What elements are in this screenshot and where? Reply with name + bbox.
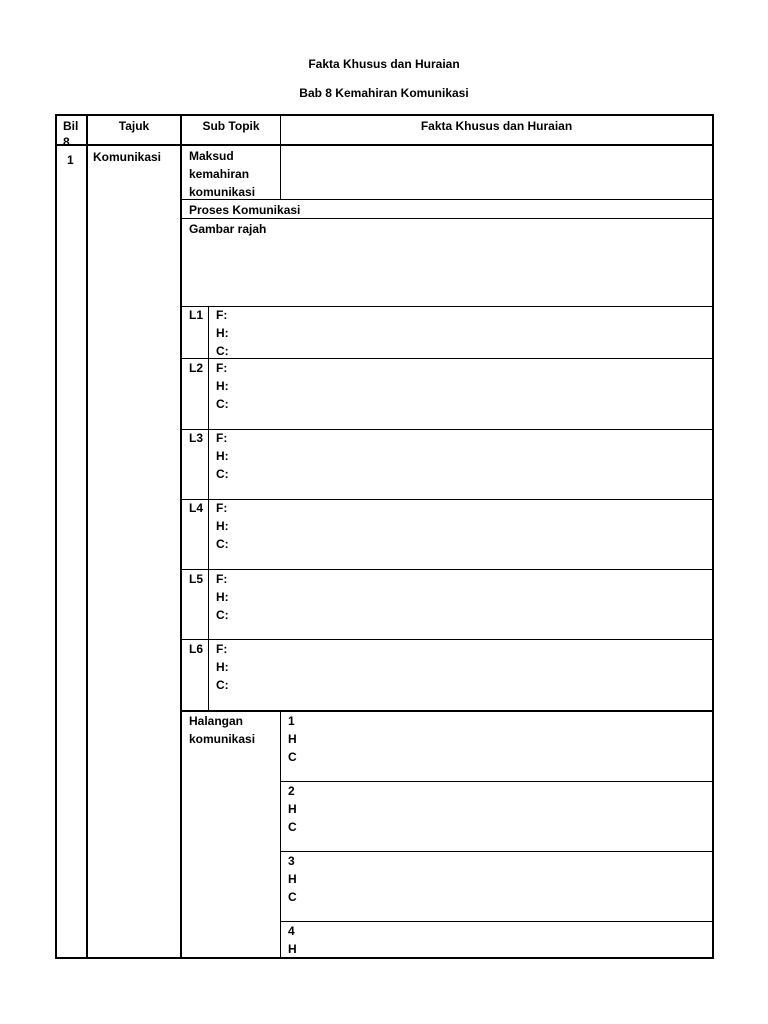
level-field-line: C: xyxy=(216,344,229,358)
header-bil: Bil xyxy=(63,119,79,133)
row-line-l4 xyxy=(181,569,713,570)
halangan-item xyxy=(288,852,297,906)
document-subtitle: Bab 8 Kemahiran Komunikasi xyxy=(299,86,469,100)
row-line-halangan-3 xyxy=(281,921,713,922)
subtopic-proses: Proses Komunikasi xyxy=(189,203,301,217)
level-field-line: C: xyxy=(216,467,229,481)
level-label: L2 xyxy=(189,361,204,375)
document-title: Fakta Khusus dan Huraian xyxy=(308,57,460,71)
level-fields xyxy=(216,359,229,413)
row-line-l2 xyxy=(181,429,713,430)
halangan-item-line: C xyxy=(288,890,297,904)
halangan-item xyxy=(288,922,297,958)
level-fields xyxy=(216,499,229,553)
header-sub-topik: Sub Topik xyxy=(202,119,260,133)
halangan-item-line: H xyxy=(288,732,297,746)
level-field-line: C: xyxy=(216,537,229,551)
row-line-l5 xyxy=(181,639,713,640)
subtopic-maksud-line: komunikasi xyxy=(189,185,256,199)
level-field-line: F: xyxy=(216,431,228,445)
level-field-line: C: xyxy=(216,678,229,692)
subtopic-halangan-line: komunikasi xyxy=(189,732,256,746)
halangan-item-line: H xyxy=(288,942,297,956)
halangan-item-number: 1 xyxy=(288,714,295,728)
table-border-top xyxy=(55,114,714,116)
row-line-halangan-1 xyxy=(281,781,713,782)
level-field-line: F: xyxy=(216,501,228,515)
halangan-item-number: 3 xyxy=(288,854,295,868)
col-divider-level xyxy=(208,306,209,711)
level-field-line: F: xyxy=(216,361,228,375)
halangan-item xyxy=(288,782,297,836)
table-border-bottom xyxy=(55,957,714,959)
header-fakta: Fakta Khusus dan Huraian xyxy=(420,119,573,133)
level-label: L1 xyxy=(189,308,204,322)
halangan-item-line: H xyxy=(288,802,297,816)
level-field-line: H: xyxy=(216,660,229,674)
subtopic-halangan-line: Halangan xyxy=(189,714,244,728)
header-tajuk: Tajuk xyxy=(118,119,150,133)
subtopic-maksud xyxy=(189,147,255,201)
bil-number xyxy=(63,133,74,169)
level-fields xyxy=(216,570,229,624)
halangan-item-line: C xyxy=(288,750,297,764)
level-fields xyxy=(216,306,229,360)
level-field-line: H: xyxy=(216,326,229,340)
level-label: L3 xyxy=(189,431,204,445)
halangan-item-line: C xyxy=(288,820,297,834)
table-border-right xyxy=(712,114,714,959)
halangan-item xyxy=(288,712,297,766)
level-field-line: H: xyxy=(216,519,229,533)
bil-number-line: 1 xyxy=(67,153,74,167)
col-divider-tajuk xyxy=(180,114,182,959)
col-divider-bil xyxy=(86,114,88,959)
level-fields xyxy=(216,640,229,694)
level-label: L6 xyxy=(189,642,204,656)
table-border-left xyxy=(55,114,57,959)
level-field-line: F: xyxy=(216,308,228,322)
row-line-halangan-2 xyxy=(281,851,713,852)
level-field-line: H: xyxy=(216,449,229,463)
row-line-l1 xyxy=(181,358,713,359)
level-field-line: F: xyxy=(216,642,228,656)
level-field-line: H: xyxy=(216,379,229,393)
row-line-l6 xyxy=(181,710,713,712)
level-field-line: H: xyxy=(216,590,229,604)
tajuk-komunikasi: Komunikasi xyxy=(93,150,162,164)
level-field-line: F: xyxy=(216,572,228,586)
subtopic-halangan xyxy=(189,712,255,748)
col-divider-maksud xyxy=(280,146,281,199)
level-fields xyxy=(216,429,229,483)
level-label: L4 xyxy=(189,501,204,515)
bil-number-line: 8. xyxy=(63,135,74,149)
level-label: L5 xyxy=(189,572,204,586)
halangan-item-number: 4 xyxy=(288,924,295,938)
row-line-maksud xyxy=(181,199,713,200)
subtopic-maksud-line: kemahiran xyxy=(189,167,250,181)
halangan-item-line: H xyxy=(288,872,297,886)
subtopic-maksud-line: Maksud xyxy=(189,149,234,163)
halangan-item-number: 2 xyxy=(288,784,295,798)
header-separator xyxy=(55,144,714,146)
subtopic-gambar-rajah: Gambar rajah xyxy=(189,222,267,236)
level-field-line: C: xyxy=(216,608,229,622)
level-field-line: C: xyxy=(216,397,229,411)
row-line-gambar xyxy=(181,306,713,307)
row-line-l3 xyxy=(181,499,713,500)
